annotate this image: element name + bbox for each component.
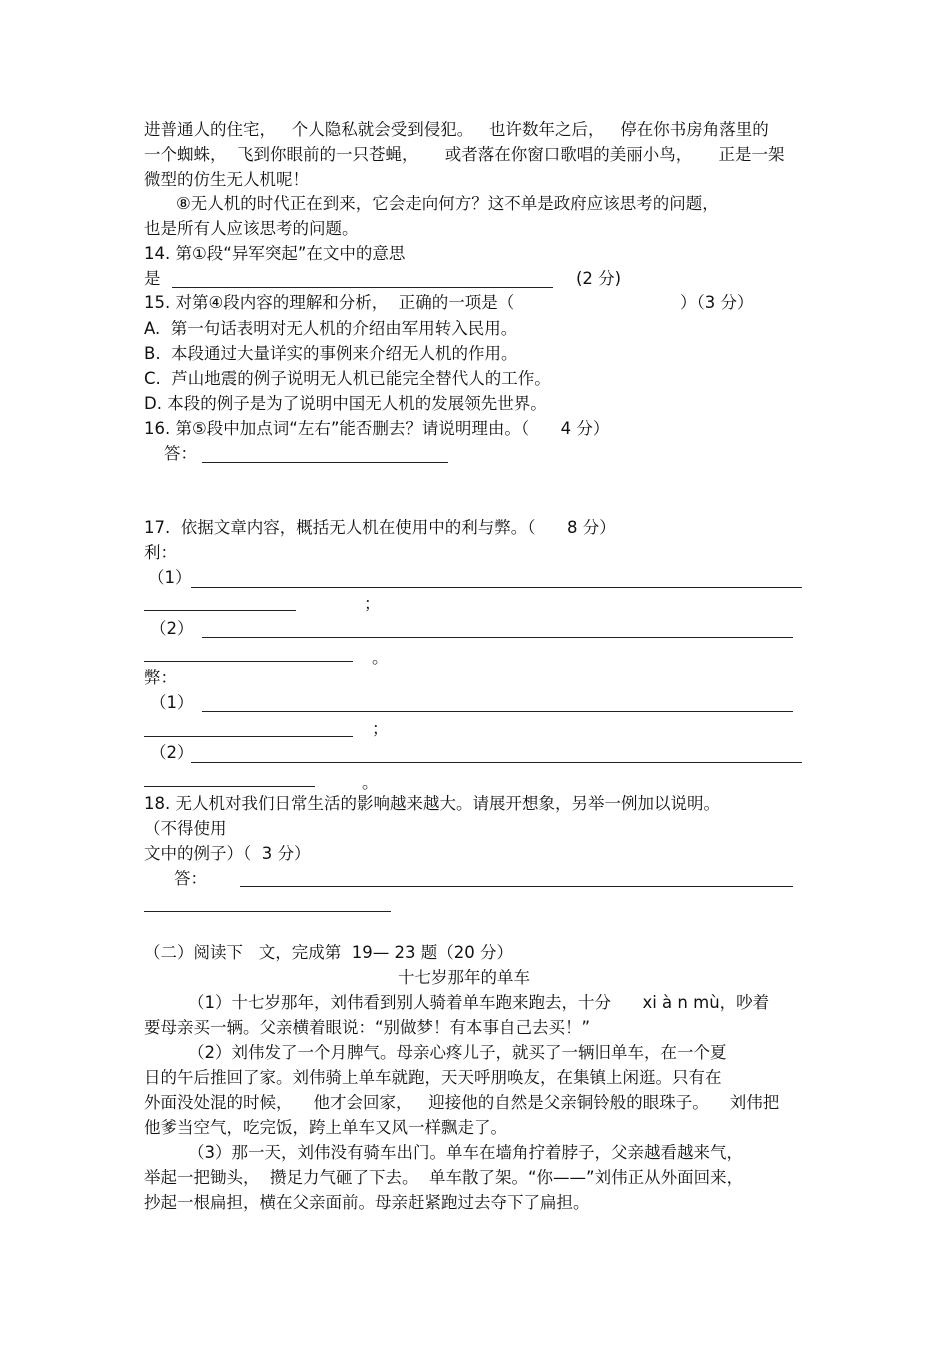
section2-paragraph-line: （3）那一天，刘伟没有骑车出门。单车在墙角拧着脖子，父亲越看越来气，: [188, 1143, 743, 1162]
q15-option-a[interactable]: A. 第一句话表明对无人机的介绍由军用转入民用。: [144, 319, 518, 338]
passage-line: 微型的仿生无人机呢！: [144, 170, 309, 189]
passage-line: 进普通人的住宅， 个人隐私就会受到侵犯。 也许数年之后， 停在你书房角落里的: [144, 120, 769, 139]
section2-paragraph-line: 外面没处混的时候， 他才会回家， 迎接他的自然是父亲铜铃般的眼珠子。 刘伟把: [144, 1093, 780, 1112]
q17-con-1-number: （1）: [150, 693, 194, 712]
q17-pro-1-line[interactable]: [191, 587, 802, 588]
q17-con-1-line-cont[interactable]: [144, 736, 353, 737]
q18-stem-cont: （不得使用: [144, 819, 227, 838]
q15-score: ）（3 分）: [680, 293, 754, 312]
q15-stem: 15. 对第④段内容的理解和分析， 正确的一项是（: [144, 293, 515, 312]
q17-pro-2-line[interactable]: [202, 637, 793, 638]
section2-paragraph-line: 举起一把锄头， 攒足力气砸了下去。 单车散了架。“你——”刘伟正从外面回来，: [144, 1168, 744, 1187]
q15-option-c[interactable]: C. 芦山地震的例子说明无人机已能完全替代人的工作。: [144, 369, 551, 388]
q17-con-1-line[interactable]: [202, 711, 793, 712]
q14-answer-line[interactable]: [172, 287, 553, 288]
q17-con-2-period: 。: [362, 773, 379, 792]
q14-stem: 14. 第①段“异军突起”在文中的意思: [144, 244, 406, 263]
q17-con-label: 弊：: [144, 668, 177, 687]
section2-heading: （二）阅读下 文，完成第 19— 23 题（20 分）: [144, 943, 513, 962]
q14-prefix: 是: [144, 269, 161, 288]
q17-con-2-number: （2）: [150, 743, 194, 762]
q17-pro-2-period: 。: [372, 648, 389, 667]
section2-paragraph-line: 他爹当空气，吃完饭，跨上单车又风一样飘走了。: [144, 1118, 507, 1137]
q17-pro-label: 利：: [144, 543, 177, 562]
q16-answer-label: 答：: [164, 444, 197, 463]
q18-stem: 18. 无人机对我们日常生活的影响越来越大。请展开想象，另举一例加以说明。: [144, 794, 720, 813]
q18-answer-label: 答：: [174, 869, 207, 888]
q15-option-b[interactable]: B. 本段通过大量详实的事例来介绍无人机的作用。: [144, 344, 518, 363]
section2-title: 十七岁那年的单车: [398, 968, 530, 987]
passage-line: 也是所有人应该思考的问题。: [144, 219, 359, 238]
q18-answer-line-cont[interactable]: [144, 911, 391, 912]
q17-pro-1-semicolon: ；: [364, 594, 381, 613]
q17-con-2-line-cont[interactable]: [144, 786, 315, 787]
section2-paragraph-line: （1）十七岁那年，刘伟看到别人骑着单车跑来跑去，十分 xi à n mù，吵着: [188, 993, 770, 1012]
q17-pro-1-number: （1）: [148, 568, 192, 587]
q14-score: (2 分): [576, 269, 622, 288]
q16-stem: 16. 第⑤段中加点词“左右”能否删去？请说明理由。（ 4 分）: [144, 419, 610, 438]
q18-answer-line[interactable]: [240, 886, 793, 887]
q17-pro-2-line-cont[interactable]: [144, 661, 353, 662]
section2-paragraph-line: 日的午后推回了家。刘伟骑上单车就跑，天天呼朋唤友，在集镇上闲逛。只有在: [144, 1068, 722, 1087]
section2-paragraph-line: 要母亲买一辆。父亲横着眼说：“别做梦！有本事自己去买！”: [144, 1018, 591, 1037]
section2-paragraph-line: （2）刘伟发了一个月脾气。母亲心疼儿子，就买了一辆旧单车，在一个夏: [188, 1043, 727, 1062]
q17-con-1-semicolon: ；: [372, 719, 389, 738]
q17-con-2-line[interactable]: [191, 762, 802, 763]
q18-score: 文中的例子）（ 3 分）: [144, 844, 311, 863]
q17-stem: 17. 依据文章内容，概括无人机在使用中的利与弊。（ 8 分）: [144, 518, 616, 537]
q16-answer-line[interactable]: [202, 462, 448, 463]
q15-option-d[interactable]: D. 本段的例子是为了说明中国无人机的发展领先世界。: [144, 394, 547, 413]
passage-line: 一个蜘蛛， 飞到你眼前的一只苍蝇， 或者落在你窗口歌唱的美丽小鸟， 正是一架: [144, 145, 785, 164]
section2-paragraph-line: 抄起一根扁担，横在父亲面前。母亲赶紧跑过去夺下了扁担。: [144, 1193, 590, 1212]
q17-pro-1-line-cont[interactable]: [144, 610, 296, 611]
passage-paragraph-8: ⑧无人机的时代正在到来，它会走向何方？这不单是政府应该思考的问题，: [176, 194, 719, 213]
q17-pro-2-number: （2）: [150, 619, 194, 638]
